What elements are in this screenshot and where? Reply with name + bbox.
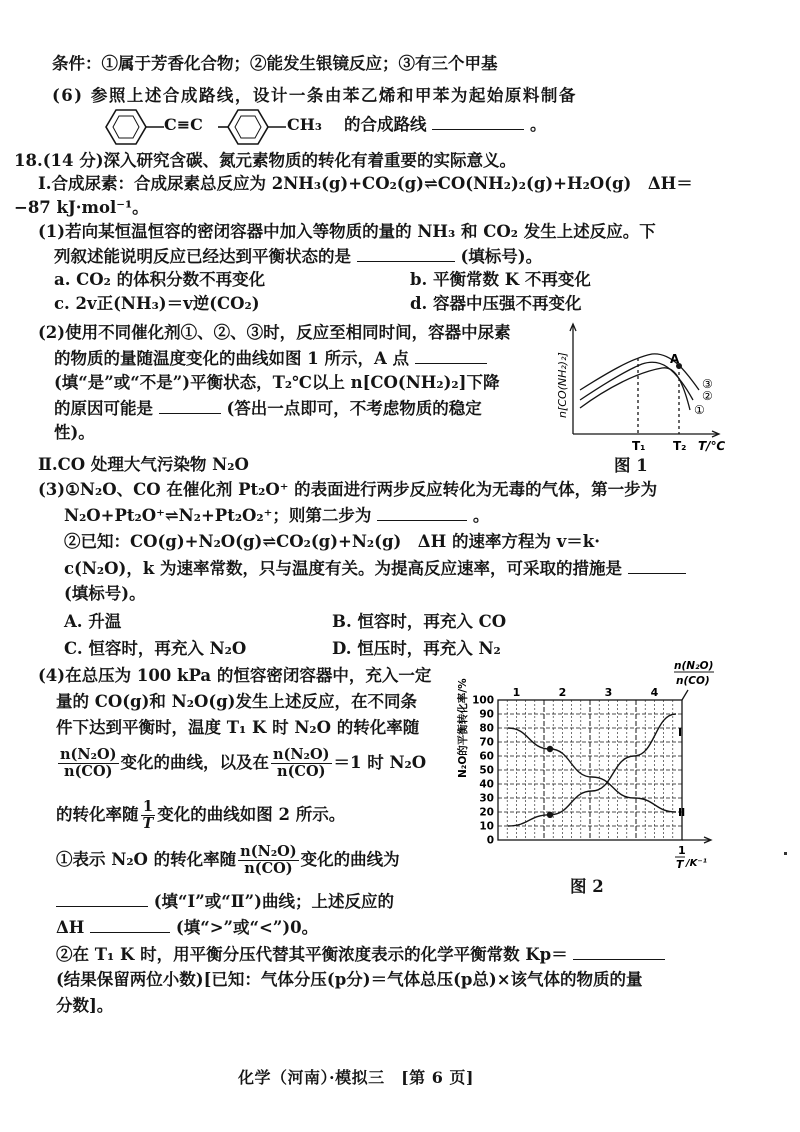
ratio-numerator-2: n(N₂O) [273,746,330,763]
q18-2-line3: (填“是”或“不是”)平衡状态，T₂℃以上 n[CO(NH₂)₂]下降 [54,373,500,392]
answer-blank-q18-2b[interactable] [159,396,221,414]
q18-3-line2-text: N₂O+Pt₂O⁺⇌N₂+Pt₂O₂⁺；则第二步为 [64,506,372,525]
fig2-top-title-num: n(N₂O) [674,660,714,672]
q18-2-line1: (2)使用不同催化剂①、②、③时，反应至相同时间，容器中尿素 [38,323,511,342]
benzene-ring-right [228,110,268,144]
q18-3-line3: ②已知：CO(g)+N₂O(g)⇌CO₂(g)+N₂(g) ΔH 的速率方程为 v＝k· [64,532,600,551]
fig2-top-title-den: n(CO) [676,675,710,687]
fig2-top-tick-label: 1 [512,686,521,699]
fig1-x-label: T/℃ [698,439,726,453]
ratio-denominator: n(CO) [64,763,113,780]
fig2-x-label-den: T [676,858,684,871]
q18-4-line8 [56,915,318,940]
fig2-y-tick-label: 10 [479,820,494,833]
answer-blank-q18-4c[interactable] [573,942,665,960]
q18-3-line2-end: 。 [472,506,490,525]
inverse-t-numerator: 1 [141,799,156,816]
fig2-y-tick-label: 60 [479,750,494,763]
benzene-ring-left [106,110,146,144]
q17-6-suffix-text: 的合成路线 [344,115,427,134]
q18-4-line6-end: 变化的曲线为 [300,850,400,869]
q18-3-line5: (填标号)。 [64,584,146,603]
q17-6-suffix [344,112,547,137]
fig1-t2-label: T₂ [673,439,687,453]
q18-2-line5: 性)。 [54,423,95,442]
option-3d: D. 恒压时，再充入 N₂ [332,639,501,658]
answer-blank-q18-4a[interactable] [56,889,148,907]
figure-2-plot [452,660,752,900]
q18-2-line2 [54,346,487,371]
ratio-fraction [58,747,119,780]
answer-blank-q18-3b[interactable] [628,556,686,574]
fig2-marked-point [547,812,553,818]
fig2-y-tick-label: 80 [479,722,494,735]
option-3a: A. 升温 [64,612,122,631]
answer-blank-q18-3a[interactable] [377,503,467,521]
fig1-curve-2 [580,362,693,400]
fig2-y-tick-label: 90 [479,708,494,721]
q18-3-line4-text: c(N₂O)，k 为速率常数，只与温度有关。为提高反应速率，可采取的措施是 [64,559,623,578]
q17-conditions: 条件：①属于芳香化合物；②能发生银镜反应；③有三个甲基 [52,54,498,73]
fig2-curve-label-II: Ⅱ [678,806,686,819]
fig1-curve-label-2: ② [702,389,713,403]
answer-blank-q18-2a[interactable] [415,346,487,364]
q18-4-line6-text: ①表示 N₂O 的转化率随 [56,850,237,869]
ratio-numerator: n(N₂O) [60,746,117,763]
fig1-curve-label-3: ③ [702,377,713,391]
q18-4-line8-end: (填“>”或“<”)0。 [175,918,319,937]
ratio-fraction-2 [271,747,332,780]
page-footer: 化学（河南）·模拟三 [第 6 页] [238,1068,474,1087]
q18-1-line2-text: 列叙述能说明反应已经达到平衡状态的是 [54,247,351,266]
fig1-curve-3 [580,354,699,390]
q18-4-line6 [56,842,400,882]
option-b: b. 平衡常数 K 不再变化 [410,270,591,289]
fig1-curve-label-1: ① [694,403,705,417]
answer-blank-q18-1[interactable] [357,244,455,262]
fig2-curve-label-I: Ⅰ [678,726,683,739]
figure-1 [552,318,732,474]
fig2-marked-point [547,746,553,752]
methyl-label: CH₃ [287,115,322,134]
ratio-fraction-3 [238,844,299,877]
fig2-y-tick-label: 70 [479,736,494,749]
fig2-top-tick-label: 4 [650,686,659,699]
q18-2-line4-text: 的原因可能是 [54,399,153,418]
q18-3-line2 [64,503,489,528]
q18-1-line1: (1)若向某恒温恒容的密闭容器中加入等物质的量的 NH₃ 和 CO₂ 发生上述反应。下 [38,222,656,241]
q18-4-line3: 件下达到平衡时，温度 T₁ K 时 N₂O 的转化率随 [56,718,420,737]
q18-3-line4 [64,556,686,581]
fig2-top-axis-ext [682,690,688,700]
q18-2-line2-text: 的物质的量随温度变化的曲线如图 1 所示，A 点 [54,349,410,368]
q18-4-line1: (4)在总压为 100 kPa 的恒容密闭容器中，充入一定 [38,666,432,685]
option-3b: B. 恒容时，再充入 CO [332,612,507,631]
fig2-top-tick-label: 2 [558,686,567,699]
q18-4-line2: 量的 CO(g)和 N₂O(g)发生上述反应，在不同条 [56,692,417,711]
ratio-denominator-2: n(CO) [277,763,326,780]
fig2-y-tick-label: 0 [486,834,494,847]
option-3c: C. 恒容时，再充入 N₂O [64,639,247,658]
q18-4-line10: (结果保留两位小数)[已知：气体分压(p分)＝气体总压(p总)×该气体的物质的量 [56,970,643,989]
alkyne-label: C≡C [164,115,203,134]
q18-4-line5-end: 变化的曲线如图 2 所示。 [157,805,346,824]
target-molecule [98,105,338,149]
answer-blank-q18-4b[interactable] [90,915,170,933]
q18-1-line2-end: (填标号)。 [460,247,543,266]
q18-4-line4-eq: ＝1 时 N₂O [333,753,427,772]
q18-4-line5 [56,797,345,837]
inverse-t-denominator: T [142,815,154,832]
fig2-x-label-unit: /K⁻¹ [686,858,708,869]
q18-3-line1: (3)①N₂O、CO 在催化剂 Pt₂O⁺ 的表面进行两步反应转化为无毒的气体，第一步为 [38,480,658,499]
option-c: c. 2v正(NH₃)＝v逆(CO₂) [54,294,260,313]
q18-header: 18.(14 分)深入研究含碳、氮元素物质的转化有着重要的实际意义。 [14,151,517,170]
fig2-y-label: N₂O的平衡转化率/% [457,678,469,778]
fig2-y-tick-label: 50 [479,764,494,777]
q18-4-line7-text: (填“Ⅰ”或“Ⅱ”)曲线；上述反应的 [153,892,394,911]
part1-title: Ⅰ.合成尿素：合成尿素总反应为 2NH₃(g)+CO₂(g)⇌CO(NH₂)₂(g)+H₂O(g) ΔH＝ [38,174,693,193]
q18-4-line4 [56,745,426,785]
benzene-ring-right-inner [235,116,261,138]
figure-1-plot [552,318,732,474]
q18-4-line7 [56,889,394,914]
q18-4-line4-text: 变化的曲线，以及在 [120,753,269,772]
option-d: d. 容器中压强不再变化 [410,294,582,313]
fig2-grid [472,686,682,847]
figure-2-caption: 图 2 [570,877,604,896]
option-a: a. CO₂ 的体积分数不再变化 [54,270,266,289]
q17-6-end: 。 [530,115,547,134]
q18-4-line9 [56,942,665,967]
fig1-t1-label: T₁ [632,439,646,453]
fig2-y-tick-label: 30 [479,792,494,805]
fig2-x-label-num: 1 [678,844,686,857]
fig1-point-a-label: A [670,352,680,366]
q18-2-line4-end: (答出一点即可，不考虑物质的稳定 [226,399,482,418]
fig2-y-tick-label: 40 [479,778,494,791]
q18-4-line5-text: 的转化率随 [56,805,139,824]
ratio-numerator-3: n(N₂O) [240,843,297,860]
q17-6-prompt: (6) 参照上述合成路线，设计一条由苯乙烯和甲苯为起始原料制备 [52,86,577,105]
benzene-ring-left-inner [113,116,139,138]
q18-4-line9-text: ②在 T₁ K 时，用平衡分压代替其平衡浓度表示的化学平衡常数 Kp＝ [56,945,568,964]
inverse-t-fraction [141,799,156,832]
scan-speck [784,852,787,855]
q18-4-line8-text: ΔH [56,918,85,937]
ratio-denominator-3: n(CO) [244,860,293,877]
q18-1-line2 [54,244,542,269]
part1-enthalpy: −87 kJ·mol⁻¹。 [14,198,149,217]
fig2-y-tick-label: 100 [472,694,494,707]
answer-blank-q17-6[interactable] [432,112,524,130]
q18-4-line11: 分数]。 [56,996,114,1015]
fig2-y-tick-label: 20 [479,806,494,819]
q18-2-line4 [54,396,482,421]
part2-title: Ⅱ.CO 处理大气污染物 N₂O [38,455,249,474]
fig2-top-tick-label: 3 [604,686,613,699]
figure-1-caption: 图 1 [614,456,648,475]
fig1-y-label: n[CO(NH₂)₂] [556,352,569,418]
figure-2 [452,660,752,900]
